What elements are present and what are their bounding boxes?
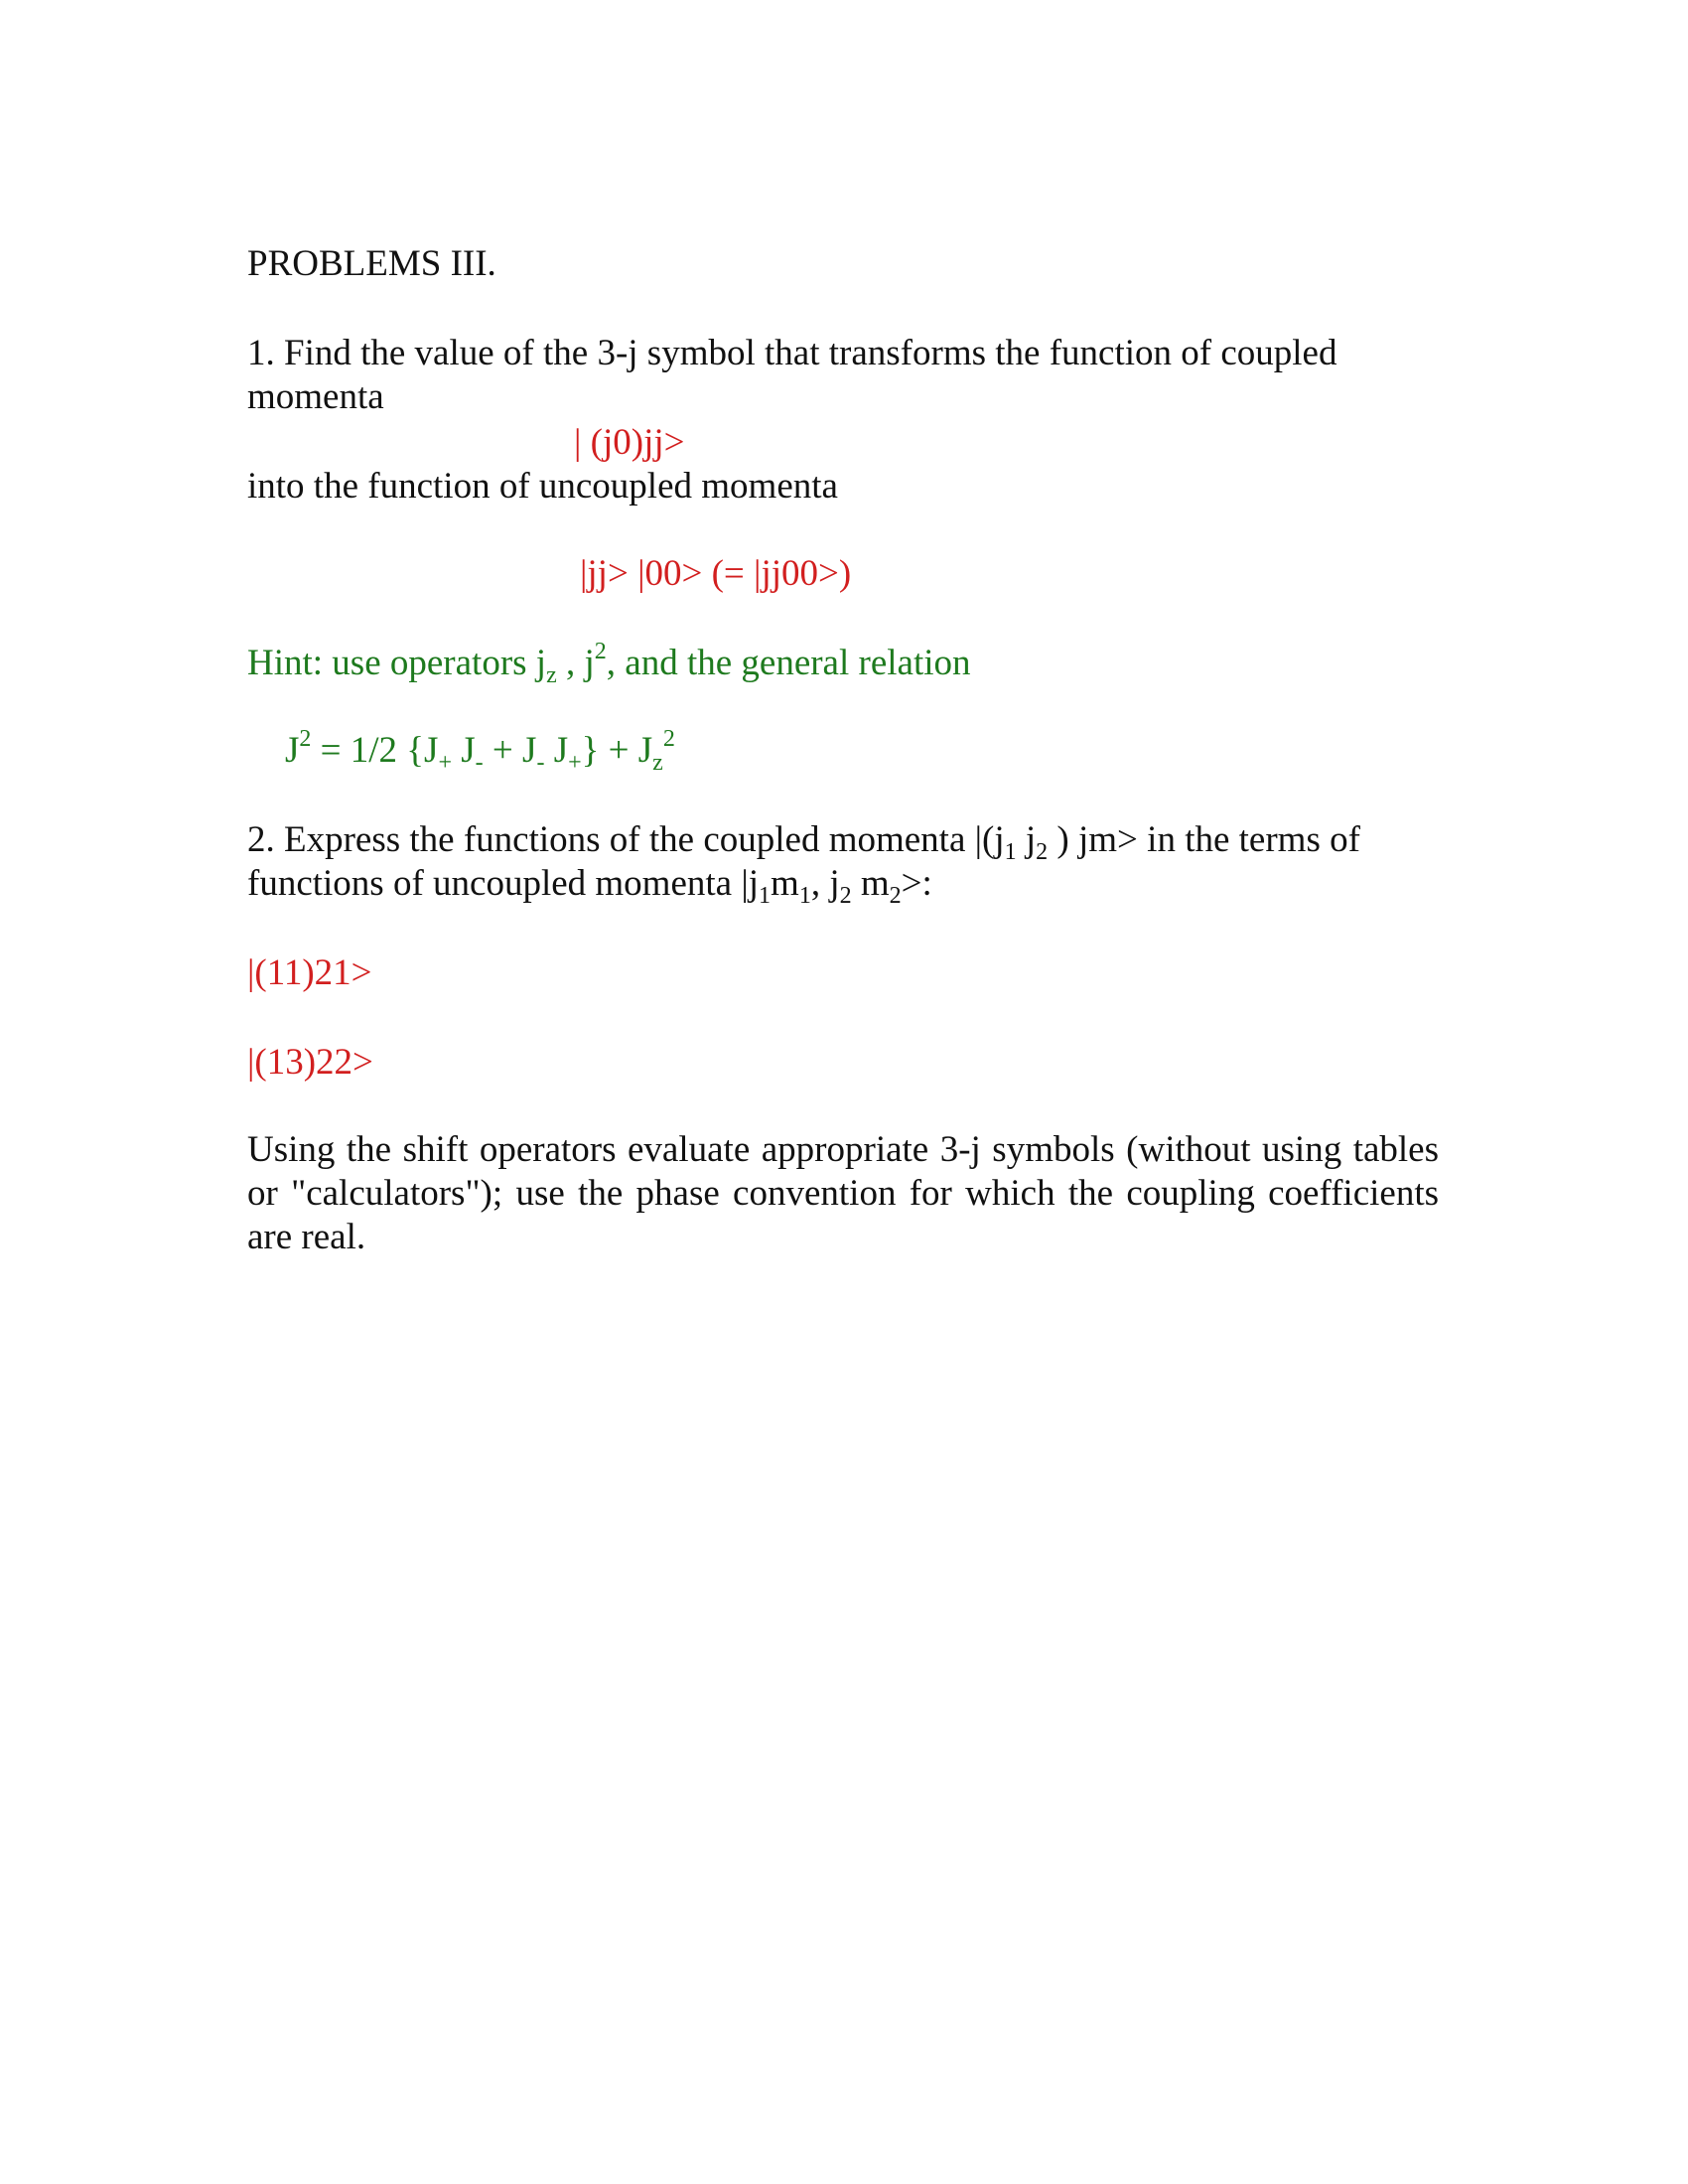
hint-comma: , j (556, 643, 595, 683)
problem2-part: , j (810, 863, 840, 904)
problem2-sub: 1 (1004, 839, 1017, 865)
formula-part: J (544, 730, 569, 771)
formula-line (285, 726, 675, 776)
formula-sub: z (652, 750, 663, 776)
problem2-line1 (247, 818, 1439, 865)
problem1-line3: into the function of uncoupled momenta (247, 466, 838, 507)
coupled-ket: | (j0)jj> (574, 422, 685, 463)
problem2-line1-text (247, 818, 1360, 865)
formula-part: + J (483, 730, 537, 771)
formula-part: } + J (581, 730, 653, 771)
problem2-part: ) jm> in the terms of (1048, 819, 1360, 860)
formula-sub: - (475, 750, 484, 776)
hint-suffix: , and the general relation (606, 643, 971, 683)
problem2-sub: 2 (889, 883, 902, 909)
problem2-line2 (247, 862, 932, 909)
hint-line (247, 639, 971, 688)
problem2-part: m (771, 863, 799, 904)
problem2-part: functions of uncoupled momenta |j (247, 863, 760, 904)
problem1-line1: 1. Find the value of the 3-j symbol that transforms the function of coupled (247, 333, 1337, 373)
formula-sup: 2 (299, 726, 312, 752)
formula-part: J (452, 730, 476, 771)
problem2-sub: 2 (1036, 839, 1049, 865)
hint-j2-superscript: 2 (594, 639, 607, 664)
page-title: PROBLEMS III. (247, 243, 496, 284)
formula-sub: + (438, 750, 453, 776)
problem2-part: m (851, 863, 890, 904)
formula-part: = 1/2 {J (311, 730, 439, 771)
uncoupled-ket: |jj> |00> (= |jj00>) (580, 553, 852, 594)
problem2-sub: 1 (759, 883, 772, 909)
formula-sub: - (536, 750, 545, 776)
hint-jz-subscript: z (546, 662, 557, 688)
coupled-ket-2: |(13)22> (247, 1042, 373, 1083)
formula-sup: 2 (662, 726, 675, 752)
formula-J: J (285, 730, 300, 771)
problem2-part: >: (901, 863, 932, 904)
problem2-sub: 2 (839, 883, 852, 909)
hint-prefix: Hint: use operators j (247, 643, 547, 683)
problem2-part: j (1016, 819, 1037, 860)
closing-paragraph: Using the shift operators evaluate appropriate 3-j symbols (without using tables or "calculators"); use the phase convention for which the coupling coefficients are real. (247, 1129, 1439, 1257)
problem1-line2: momenta (247, 376, 384, 417)
formula-sub: + (568, 750, 582, 776)
coupled-ket-1: |(11)21> (247, 952, 372, 993)
problem2-part: 2. Express the functions of the coupled momenta |(j (247, 819, 1005, 860)
problem2-sub: 1 (798, 883, 811, 909)
